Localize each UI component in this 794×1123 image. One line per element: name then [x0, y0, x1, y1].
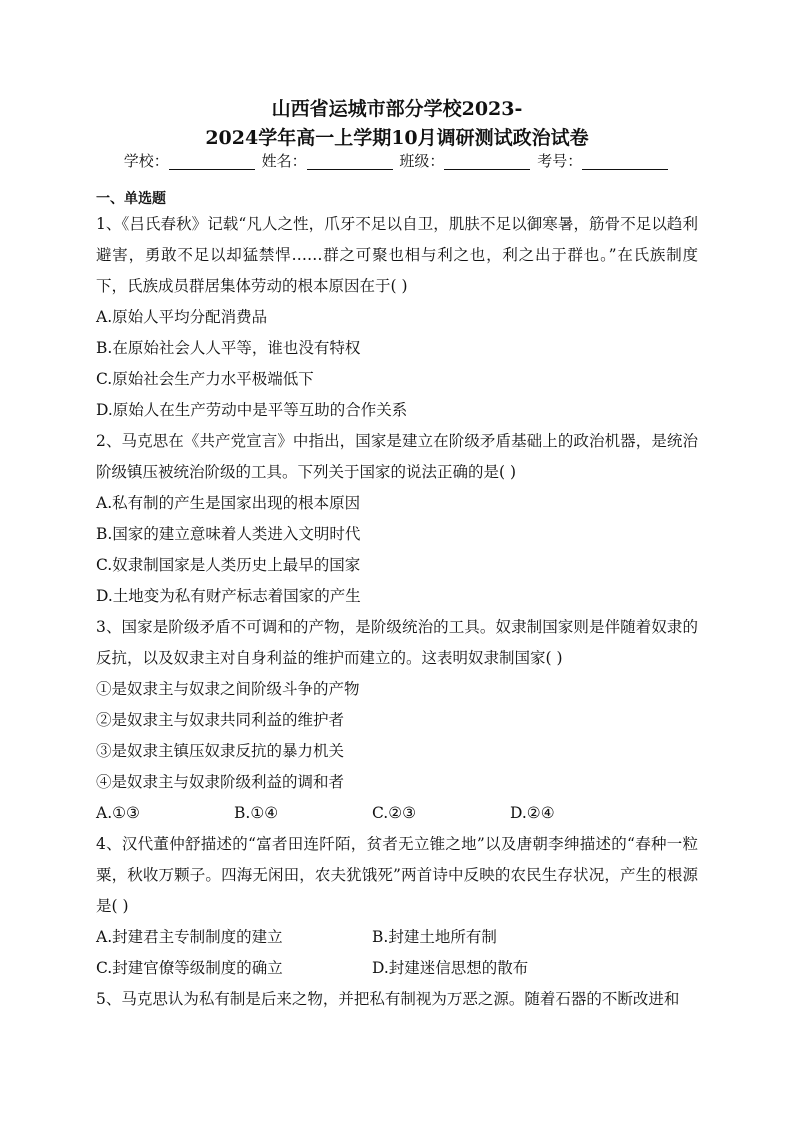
question-3-option-b: B.①④	[234, 804, 279, 822]
class-blank	[444, 153, 530, 170]
question-3-option-d: D.②④	[510, 804, 555, 822]
question-2-option-b: B.国家的建立意味着人类进入文明时代	[96, 525, 361, 543]
question-4-options-row-2	[96, 953, 698, 984]
name-label: 姓名：	[261, 152, 307, 170]
question-3-options	[96, 798, 698, 829]
question-1-option-d: D.原始人在生产劳动中是平等互助的合作关系	[96, 401, 408, 419]
exam-title-line-2: 2024学年高一上学期10月调研测试政治试卷	[205, 127, 589, 149]
question-1-stem: 1、《吕氏春秋》记载“凡人之性，爪牙不足以自卫，肌肤不足以御寒暑，筋骨不足以趋利避害，勇敢不足以却猛禁悍……群之可聚也相与利之也，利之出于群也。”在氏族制度下，氏族成员群居集体劳动的根本原因在于( )	[96, 215, 698, 295]
question-2-option-d: D.土地变为私有财产标志着国家的产生	[96, 587, 361, 605]
question-4-option-a: A.封建君主专制制度的建立	[96, 928, 283, 946]
question-5-stem: 5、马克思认为私有制是后来之物，并把私有制视为万恶之源。随着石器的不断改进和	[96, 990, 680, 1008]
name-blank	[307, 153, 393, 170]
question-3-item-2: ②是奴隶主与奴隶共同利益的维护者	[96, 711, 345, 729]
question-1-option-b: B.在原始社会人人平等，谁也没有特权	[96, 339, 361, 357]
question-3-item-4: ④是奴隶主与奴隶阶级利益的调和者	[96, 773, 345, 791]
question-list	[96, 209, 698, 1015]
question-1-option-c: C.原始社会生产力水平极端低下	[96, 370, 314, 388]
question-4-option-d: D.封建迷信思想的散布	[372, 959, 529, 977]
question-4-option-b: B.封建土地所有制	[372, 928, 497, 946]
question-3-item-1: ①是奴隶主与奴隶之间阶级斗争的产物	[96, 680, 360, 698]
student-info-row	[0, 150, 794, 172]
exam-number-label: 考号：	[537, 152, 583, 170]
question-4-options-row-1	[96, 922, 698, 953]
school-label: 学校：	[123, 152, 169, 170]
question-3-option-c: C.②③	[372, 804, 417, 822]
school-blank	[169, 153, 255, 170]
question-3-item-3: ③是奴隶主镇压奴隶反抗的暴力机关	[96, 742, 345, 760]
question-4-stem: 4、汉代董仲舒描述的“富者田连阡陌，贫者无立锥之地”以及唐朝李绅描述的“春种一粒粟，秋收万颗子。四海无闲田，农夫犹饿死”两首诗中反映的农民生存状况，产生的根源是( )	[96, 835, 698, 915]
question-2-option-c: C.奴隶制国家是人类历史上最早的国家	[96, 556, 361, 574]
question-4-option-c: C.封建官僚等级制度的确立	[96, 959, 283, 977]
question-2-stem: 2、马克思在《共产党宣言》中指出，国家是建立在阶级矛盾基础上的政治机器，是统治阶级镇压被统治阶级的工具。下列关于国家的说法正确的是( )	[96, 432, 698, 481]
question-1-option-a: A.原始人平均分配消费品	[96, 308, 268, 326]
exam-title-line-1: 山西省运城市部分学校2023-	[271, 98, 523, 120]
exam-number-blank	[582, 153, 668, 170]
question-3-option-a: A.①③	[96, 804, 140, 822]
class-label: 班级：	[399, 152, 445, 170]
question-3-stem: 3、国家是阶级矛盾不可调和的产物，是阶级统治的工具。奴隶制国家则是伴随着奴隶的反抗，以及奴隶主对自身利益的维护而建立的。这表明奴隶制国家( )	[96, 618, 698, 667]
question-2-option-a: A.私有制的产生是国家出现的根本原因	[96, 494, 361, 512]
section-heading: 一、单选题	[96, 191, 166, 207]
